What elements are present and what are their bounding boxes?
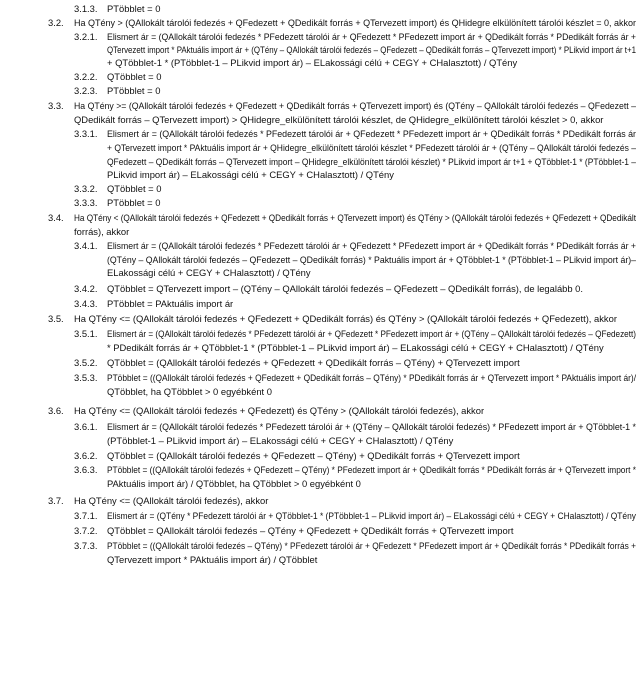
- clause-number: 3.5.: [48, 313, 64, 324]
- clause-number: 3.6.: [48, 405, 64, 416]
- clause-text: Elismert ár = (QTény * PFedezett tárolói ár + QTöbblet-1 * (PTöbblet-1 – PLikvid import ár) – ELakossági célú + CEGY + CHalasztott) / QTény: [107, 510, 636, 521]
- clause-continuation: [107, 477, 361, 490]
- clause-number: 3.6.2.: [74, 450, 98, 461]
- clause-number: 3.3.1.: [74, 128, 98, 139]
- clause-text: Elismert ár = (QAllokált tárolói fedezés * PFedezett tárolói ár + QFedezett * PFedezett import ár + QDedikált forrás * PDedikált forrás ár: [107, 128, 637, 139]
- clause-text: Elismert ár = (QAllokált tárolói fedezés * PFedezett tárolói ár + (QTény – QAllokált tárolói fedezés) * PFedezett import ár + QTöbblet-1 *: [107, 421, 636, 432]
- clause-text: Ha QTény < (QAllokált tárolói fedezés + QFedezett + QDedikált forrás + QTervezett import) és QTény > (QAllokált tárolói fedezés + QFedezett + QDedikált: [74, 212, 637, 223]
- clause-3-5-3: [74, 371, 641, 384]
- clause-text: QDedikált forrás – QTervezett import) > QHidegre_elkülönített tárolói készlet, de QHidegre_elkülönített tárolói készlet > 0, akkor: [74, 114, 604, 125]
- clause-text: Ha QTény <= (QAllokált tárolói fedezés), akkor: [74, 495, 269, 506]
- clause-3-2: [48, 16, 641, 29]
- clause-3-7: [48, 494, 269, 507]
- clause-number: 3.2.2.: [74, 71, 98, 82]
- clause-3-4-2: [74, 282, 584, 295]
- clause-continuation: [107, 253, 641, 266]
- clause-3-4-1: [74, 239, 641, 252]
- clause-3-6-3: [74, 463, 641, 476]
- clause-continuation: [107, 434, 453, 447]
- clause-3-2-3: [74, 84, 161, 97]
- clause-number: 3.2.: [48, 17, 64, 28]
- clause-text: * PDedikált forrás ár + QTöbblet-1 * (PTöbblet-1 – PLikvid import ár) – ELakossági célú + CEGY + CHalasztott) / QTény: [107, 342, 604, 353]
- clause-3-2-1: [74, 30, 641, 43]
- clause-3-7-3: [74, 539, 641, 552]
- clause-3-3-2: [74, 182, 162, 195]
- clause-text: forrás), akkor: [74, 226, 130, 237]
- clause-text: QTöbblet = (QAllokált tárolói fedezés + QFedezett – QTény) + QDedikált forrás + QTervezett import: [107, 450, 520, 461]
- clause-3-7-2: [74, 524, 514, 537]
- clause-text: PTöbblet = ((QAllokált tárolói fedezés – QTény) * PFedezett tárolói ár + QFedezett * PFedezett import ár + QDedikált forrás * PDedikált forrás +: [107, 540, 636, 551]
- clause-continuation: [107, 341, 604, 354]
- clause-continuation: [107, 43, 641, 56]
- clause-continuation: [107, 155, 641, 168]
- clause-text: PTöbblet = 0: [107, 3, 161, 14]
- clause-3-4: [48, 211, 641, 224]
- clause-number: 3.7.3.: [74, 540, 98, 551]
- clause-text: QTöbblet = QTervezett import – (QTény – QAllokált tárolói fedezés – QFedezett – QDedikált forrás), de legalább 0.: [107, 283, 584, 294]
- clause-text: Elismert ár = (QAllokált tárolói fedezés * PFedezett tárolói ár + QFedezett * PFedezett import ár + (QTény – QAllokált tárolói fedezés – QFedezett): [107, 328, 636, 339]
- clause-text: PTöbblet = 0: [107, 85, 161, 96]
- clause-number: 3.4.: [48, 212, 64, 223]
- clause-continuation: [74, 225, 129, 238]
- clause-text: QTöbblet = (QAllokált tárolói fedezés + QFedezett + QDedikált forrás – QTény) + QTervezett import: [107, 357, 520, 368]
- clause-number: 3.2.3.: [74, 85, 98, 96]
- clause-3-3-1: [74, 127, 641, 140]
- clause-text: Ha QTény <= (QAllokált tárolói fedezés + QFedezett) és QTény > (QAllokált tárolói fedezés), akkor: [74, 405, 485, 416]
- clause-continuation: [107, 56, 517, 69]
- clause-text: PTöbblet = 0: [107, 197, 161, 208]
- clause-number: 3.4.3.: [74, 298, 98, 309]
- clause-continuation: [107, 385, 272, 398]
- clause-number: 3.4.2.: [74, 283, 98, 294]
- clause-number: 3.7.2.: [74, 525, 98, 536]
- clause-text: QFedezett – QDedikált forrás – QTervezett import – QHidegre_elkülönített tárolói készlet) * PLikvid import ár t+1 + QTöbblet-1 * (PTöbblet-1 –: [107, 156, 636, 167]
- clause-text: QTöbblet = 0: [107, 183, 162, 194]
- clause-text: QTöbblet = 0: [107, 71, 162, 82]
- clause-number: 3.3.2.: [74, 183, 98, 194]
- clause-number: 3.4.1.: [74, 240, 98, 251]
- clause-text: PTöbblet = ((QAllokált tárolói fedezés + QFedezett + QDedikált forrás – QTény) * PDedikált forrás ár + QTervezett import * PAktuális import ár)/: [107, 372, 637, 383]
- clause-3-3-3: [74, 196, 161, 209]
- clause-text: QTöbblet, ha QTöbblet > 0 egyébként 0: [107, 386, 272, 397]
- clause-number: 3.5.1.: [74, 328, 98, 339]
- clause-text: PTöbblet = ((QAllokált tárolói fedezés + QFedezett – QTény) * PFedezett import ár + QDedikált forrás * PDedikált forrás ár + QTervezett import *: [107, 464, 637, 475]
- clause-3-5: [48, 312, 617, 325]
- clause-3-6-1: [74, 420, 641, 433]
- clause-3-1-3: [74, 2, 161, 15]
- clause-continuation: [107, 168, 394, 181]
- clause-number: 3.5.3.: [74, 372, 98, 383]
- clause-text: ELakossági célú + CEGY + CHalasztott) / QTény: [107, 267, 311, 278]
- clause-number: 3.1.3.: [74, 3, 98, 14]
- clause-number: 3.3.: [48, 100, 64, 111]
- clause-3-5-2: [74, 356, 520, 369]
- clause-continuation: [107, 266, 311, 279]
- clause-3-5-1: [74, 327, 641, 340]
- clause-text: Ha QTény <= (QAllokált tárolói fedezés + QFedezett + QDedikált forrás) és QTény > (QAllokált tárolói fedezés + QFedezett), akkor: [74, 313, 617, 324]
- clause-number: 3.6.3.: [74, 464, 98, 475]
- clause-3-2-2: [74, 70, 162, 83]
- clause-3-7-1: [74, 509, 641, 522]
- clause-text: Ha QTény >= (QAllokált tárolói fedezés + QFedezett + QDedikált forrás + QTervezett import) és (QTény – QAllokált tárolói fedezés – QFedezett –: [74, 100, 637, 111]
- clause-text: QTervezett import * PAktuális import ár) / QTöbblet: [107, 554, 318, 565]
- clause-text: QTöbblet = QAllokált tárolói fedezés – QTény + QFedezett + QDedikált forrás + QTervezett import: [107, 525, 514, 536]
- clause-text: (QTény – QAllokált tárolói fedezés – QFedezett – QDedikált forrás) * Paktuális import ár + QTöbblet-1 * (PTöbblet-1 – PLikvid import ár)–: [107, 254, 636, 265]
- clause-text: PTöbblet = PAktuális import ár: [107, 298, 234, 309]
- clause-3-3: [48, 99, 641, 112]
- clause-3-6: [48, 404, 485, 417]
- clause-text: Ha QTény > (QAllokált tárolói fedezés + QFedezett + QDedikált forrás + QTervezett import) és QHidegre elkülönített tárolói készlet = 0, akkor: [74, 17, 637, 28]
- clause-number: 3.7.1.: [74, 510, 98, 521]
- clause-continuation: [107, 141, 641, 154]
- clause-3-4-3: [74, 297, 234, 310]
- clause-number: 3.2.1.: [74, 31, 98, 42]
- clause-3-6-2: [74, 449, 520, 462]
- clause-text: PAktuális import ár) / QTöbblet, ha QTöbblet > 0 egyébként 0: [107, 478, 361, 489]
- clause-continuation: [107, 553, 317, 566]
- clause-number: 3.7.: [48, 495, 64, 506]
- clause-text: + QTervezett import * PAktuális import ár + QHidegre_elkülönített tárolói készlet * PFedezett tárolói ár + (QTény – QAllokált tárolói fedezés –: [107, 142, 636, 153]
- clause-text: PLikvid import ár) – ELakossági célú + CEGY + CHalasztott) / QTény: [107, 169, 394, 180]
- clause-text: (PTöbblet-1 – PLikvid import ár) – ELakossági célú + CEGY + CHalasztott) / QTény: [107, 435, 454, 446]
- clause-number: 3.6.1.: [74, 421, 98, 432]
- clause-text: QTervezett import * PAktuális import ár + (QTény – QAllokált tárolói fedezés – QFedezett – QDedikált forrás – QTervezett import) * PLikvid import ár t+1: [107, 44, 637, 55]
- clause-number: 3.5.2.: [74, 357, 98, 368]
- clause-continuation: [74, 113, 603, 126]
- clause-number: 3.3.3.: [74, 197, 98, 208]
- clause-text: Elismert ár = (QAllokált tárolói fedezés * PFedezett tárolói ár + QFedezett * PFedezett import ár + QDedikált forrás * PDedikált forrás ár +: [107, 31, 636, 42]
- clause-text: + QTöbblet-1 * (PTöbblet-1 – PLikvid import ár) – ELakossági célú + CEGY + CHalasztott) / QTény: [107, 57, 518, 68]
- clause-text: Elismert ár = (QAllokált tárolói fedezés * PFedezett tárolói ár + QFedezett * PFedezett import ár + QDedikált forrás * PDedikált forrás ár +: [107, 240, 636, 251]
